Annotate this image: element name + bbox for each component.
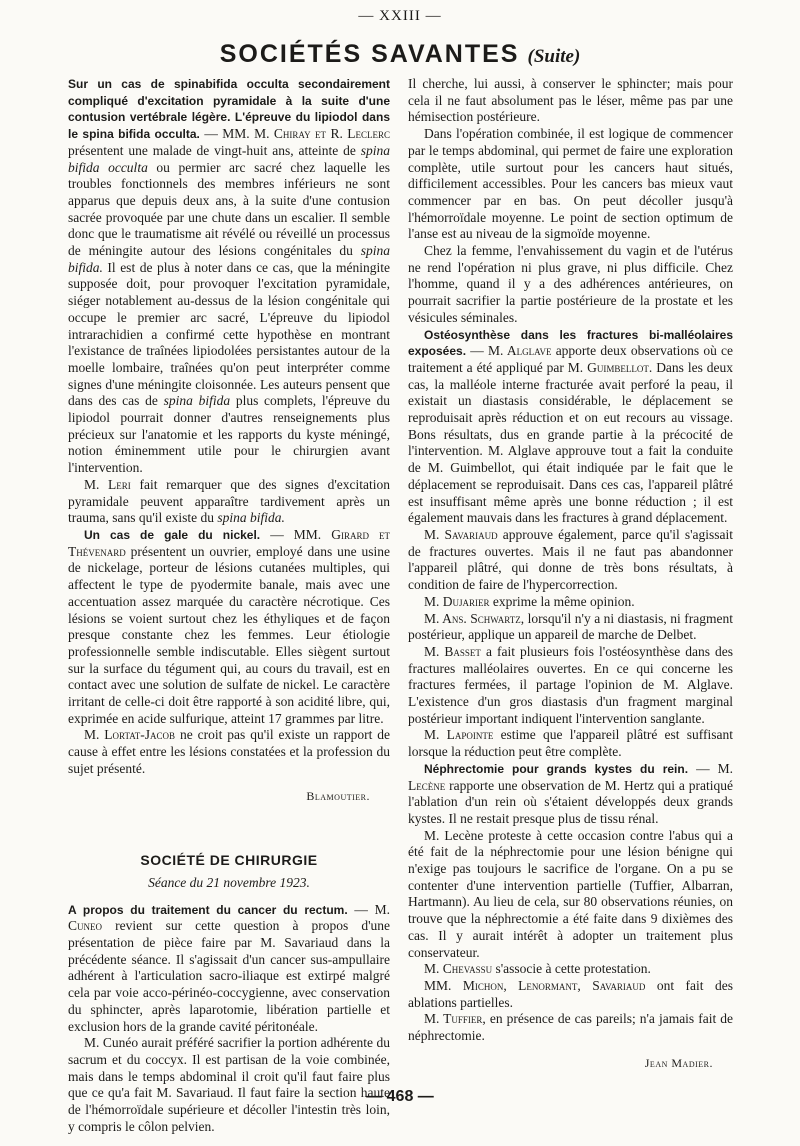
session-date: Séance du 21 novembre 1923. xyxy=(148,874,310,890)
article-text: revient sur cette question à propos d'une présentation de pièce faire par M. Savariaud dans la précédente séance. Il s'agissait d'un cancer sus-ampullaire adhérent à l'articulation sacro-iliaque est extirpé malgré cela par voie acco-périnéo-coccygienne, avec conservation du sphincter, après laparotomie, libération partielle et exclusion hors de la grande cavité péritonéale. xyxy=(68,918,391,1034)
paragraph-text: approuve également, parce qu'il s'agissait de fractures ouvertes. Mais il ne faut pas abandonner l'appareil plâtré, qui donne de très bons résultats, à condition de faire de l'hypercorrection. xyxy=(408,526,733,593)
article-authors: — MM. Girard et Thévenard xyxy=(68,526,391,559)
article-text: Il est de plus à noter dans ce cas, que la méningite supposée doit, pour provoquer l'excitation pyramidale, siéger notablement au-dessus de la lésion congénitale qui occupe le premier arc sacré, L'épreuve du lipiodol intrarachidien a confirmé cette hypothèse en montrant l'existance de traînées lipiodolées persistantes autour de la moelle lombaire, traînées qu'on peut interpréter comme signes d'une méningite cloisonnée. Les auteurs pensent que dans des cas de xyxy=(68,259,390,409)
article-title: Ostéosynthèse dans les fractures bi-malléolaires exposées. xyxy=(408,327,733,359)
paragraph-chevassu xyxy=(408,961,733,978)
speaker-name: M. Leri xyxy=(84,476,131,492)
speaker-name: M. Lortat-Jacob xyxy=(84,727,176,743)
right-column xyxy=(408,76,733,1071)
paragraph-chez-la-femme: Chez la femme, l'envahissement du vagin et de l'utérus ne rend l'opération ni plus grave, ni plus difficile. Chez l'homme, quand il y a des adhérences antérieures, on pourrait sacrifier la partie postérieure de la prostate et les vésicules séminales. xyxy=(408,243,733,325)
paragraph-continuation: Il cherche, lui aussi, à conserver le sphincter; mais pour cela il ne faut absolument pas le léser, même pas par une hémisection postérieure. xyxy=(408,76,733,125)
article-title: Néphrectomie pour grands kystes du rein. xyxy=(424,761,689,776)
paragraph-tuffier xyxy=(408,1011,733,1044)
latin-term: spina bifida xyxy=(163,393,231,409)
article-authors: — M. Alglave xyxy=(470,343,552,359)
paragraph-text: s'associe à cette protestation. xyxy=(495,961,651,977)
article-cancer-rectum xyxy=(68,902,390,1036)
article-text: plus complets, l'épreuve du lipiodol pourrait donner d'autres renseignements plus précieux sur l'anatomie et les rapports du kyste méningé, notion éminemment utile pour le chirurgien avant l'intervention. xyxy=(68,393,390,476)
article-title: Un cas de gale du nickel. xyxy=(84,527,261,542)
article-spina-bifida xyxy=(68,76,390,477)
article-authors: — M. Lecène xyxy=(408,760,733,793)
article-osteosynthese xyxy=(408,327,733,527)
paragraph-dujarier xyxy=(408,594,733,611)
paragraph-schwartz xyxy=(408,611,733,644)
article-text: apporte deux observations où ce traitement a été appliqué par M. xyxy=(408,343,734,375)
article-authors: — MM. M. Chiray et R. Leclerc xyxy=(204,126,391,142)
article-text: ou permier arc sacré chez laquelle les troubles fonctionnels des membres inférieurs ne sont apparus que depuis deux ans, à la suite d'une contusion sacrée provoquée par une chute dans un escalier. Il semble donc que le traumatisme ait révélé ou réveillé un processus de méningite autour des lésions congénitales du xyxy=(68,159,390,259)
paragraph-text: a fait plusieurs fois l'ostéosynthèse dans des fractures malléolaires ouvertes. En ce qui concerne les fractures fermées, il partage l'opinion de M. Alglave. L'existence d'un gros diastasis d'un fragment marginal postérieur important indiquent l'intervention sanglante. xyxy=(408,643,734,726)
paragraph-text: ont fait des ablations partielles. xyxy=(408,977,733,1010)
speaker-name: M. Lapointe xyxy=(424,727,494,743)
paragraph-cuneo: M. Cunéo aurait préféré sacrifier la portion adhérente du sacrum et du coccyx. Il est partisan de la voie combinée, mais dans le temps abdominal il croit qu'il faut faire plus que ce qu'a fait M. Savariaud. Il faut faire la section haute de l'hémorroïdale supérieure et décoller l'intestin très loin, y compris le côlon pelvien. xyxy=(68,1035,390,1134)
paragraph-text: lorsqu'il n'y a ni diastasis, ni fragment postérieur, applique un appareil de marche de Delbet. xyxy=(408,610,733,643)
paragraph-savariaud xyxy=(408,527,733,594)
paragraph-michon xyxy=(408,978,733,1011)
article-text: rapporte une observation de M. Hertz qui a pratiqué l'ablation d'un rein où s'étaient développés deux grands kystes. Il ne restait presque plus de tissu rénal. xyxy=(408,777,733,826)
speaker-name: Guimbellot. xyxy=(587,359,653,375)
speaker-name: M. Basset xyxy=(424,643,481,659)
page-number: — 468 — xyxy=(366,1088,434,1105)
left-column xyxy=(68,76,390,1135)
paragraph-leri xyxy=(68,477,390,527)
paragraph-lecene: M. Lecène proteste à cette occasion contre l'abus qui a été fait de la néphrectomie pour une lésion bénigne qui n'exige pas toujours le sacrifice de l'organe. On a pu se contenter d'une intervention partielle (Tuffier, Albarran, Hartmann). Au lieu de cela, sur 80 observations réunies, on trouve que la néphrectomie a été faite dans 9 dixièmes des cas. Il y aurait intérêt à adopter un traitement plus conservateur. xyxy=(408,827,733,960)
society-heading: SOCIÉTÉ DE CHIRURGIE xyxy=(140,852,318,869)
paragraph-basset xyxy=(408,644,733,728)
paragraph-text: estime que l'appareil plâtré est suffisant lorsque la réduction peut être complète. xyxy=(408,727,733,760)
speaker-name: M. Chevassu xyxy=(424,961,493,977)
section-title-text: SOCIÉTÉS SAVANTES xyxy=(219,40,520,68)
article-title: A propos du traitement du cancer du rectum. xyxy=(68,902,348,917)
signature-madier: Jean Madier. xyxy=(644,1055,713,1070)
article-text: présentent une malade de vingt-huit ans, atteinte de xyxy=(68,142,356,158)
speaker-name: M. Ans. Schwartz, xyxy=(424,610,525,626)
page-roman-numeral: — XXIII — xyxy=(358,8,442,24)
latin-term: spina bifida occulta xyxy=(68,142,391,175)
latin-term: spina bifida. xyxy=(68,243,391,275)
paragraph-lapointe xyxy=(408,727,733,760)
paragraph-text: en présence de cas pareils; n'a jamais fait de néphrectomie. xyxy=(408,1011,734,1044)
article-gale-nickel xyxy=(68,527,390,727)
paragraph-text: fait remarquer que des signes d'excitation pyramidale peuvent apparaître tardivement après un trauma, sans qu'il existe du xyxy=(68,476,391,526)
article-text: Dans les deux cas, la malléole interne fracturée avait perforé la peau, il existait un diastasis considérable, le déplacement se reproduisait après réduction et on eut recours au vissage. Bons résultats, dus en grande partie à la précocité de l'intervention. M. Alglave approuve tout a fait la conduite de M. Guimbellot, qui était indiquée par le fait que le déplacement se reproduisait. Dans ces cas, l'appareil plâtré est insuffisant même après une bonne réduction ; il est également mauvais dans les fractures à grand déplacement. xyxy=(408,359,734,526)
section-title xyxy=(0,40,800,69)
signature-blamoutier: Blamoutier. xyxy=(306,788,370,803)
section-title-suffix: (Suite) xyxy=(527,46,581,67)
article-nephrectomie xyxy=(408,761,733,828)
speaker-name: M. Savariaud xyxy=(424,526,498,542)
paragraph-text: ne croit pas qu'il existe un rapport de cause à effet entre les lésions constatées et la profession du sujet présenté. xyxy=(68,727,390,776)
paragraph-lortat-jacob xyxy=(68,727,390,777)
speaker-name: MM. Michon, Lenormant, Savariaud xyxy=(424,977,646,993)
paragraph-operation-combinee: Dans l'opération combinée, il est logique de commencer par le temps abdominal, qui permet de faire une exploration complète, utile surtout pour les cancers haut situés, difficilement accessibles. Pour les cancers bas mieux vaut commencer par en bas. On peut décoller jusqu'à l'hémorroïdale moyenne. Le point de section optimum de l'anse est au niveau de la sigmoïde moyenne. xyxy=(408,126,733,242)
speaker-name: M. Dujarier xyxy=(424,593,490,609)
speaker-name: M. Tuffier, xyxy=(424,1011,486,1027)
article-title: Sur un cas de spinabifida occulta secondairement compliqué d'excitation pyramidale à la suite d'une contusion vertébrale légère. L'épreuve du lipiodol dans le spina bifida occulta. xyxy=(68,77,390,142)
paragraph-text: exprime la même opinion. xyxy=(492,593,635,609)
article-text: présentent un ouvrier, employé dans une usine de nickelage, porteur de lésions cutanées multiples, qui affectent le type de pyodermite banale, mais avec une accentuation assez marquée du caractère nécrotique. Ces lésions se voient surtout chez les éthyliques et de façon presque constante chez les femmes. Leur étiologie professionnelle semble indiscutable. Elles siègent surtout sur la surface du tégument qui, au cours du travail, est en contact avec une solution de sulfate de nickel. Le caractère irritant de celle-ci doit être rapporté à son acidité libre, qui, exprimée en acide sulfurique, atteint 17 grammes par litre. xyxy=(68,543,390,726)
article-authors: — M. Cuneo xyxy=(68,901,390,934)
latin-term: spina bifida. xyxy=(217,510,285,526)
